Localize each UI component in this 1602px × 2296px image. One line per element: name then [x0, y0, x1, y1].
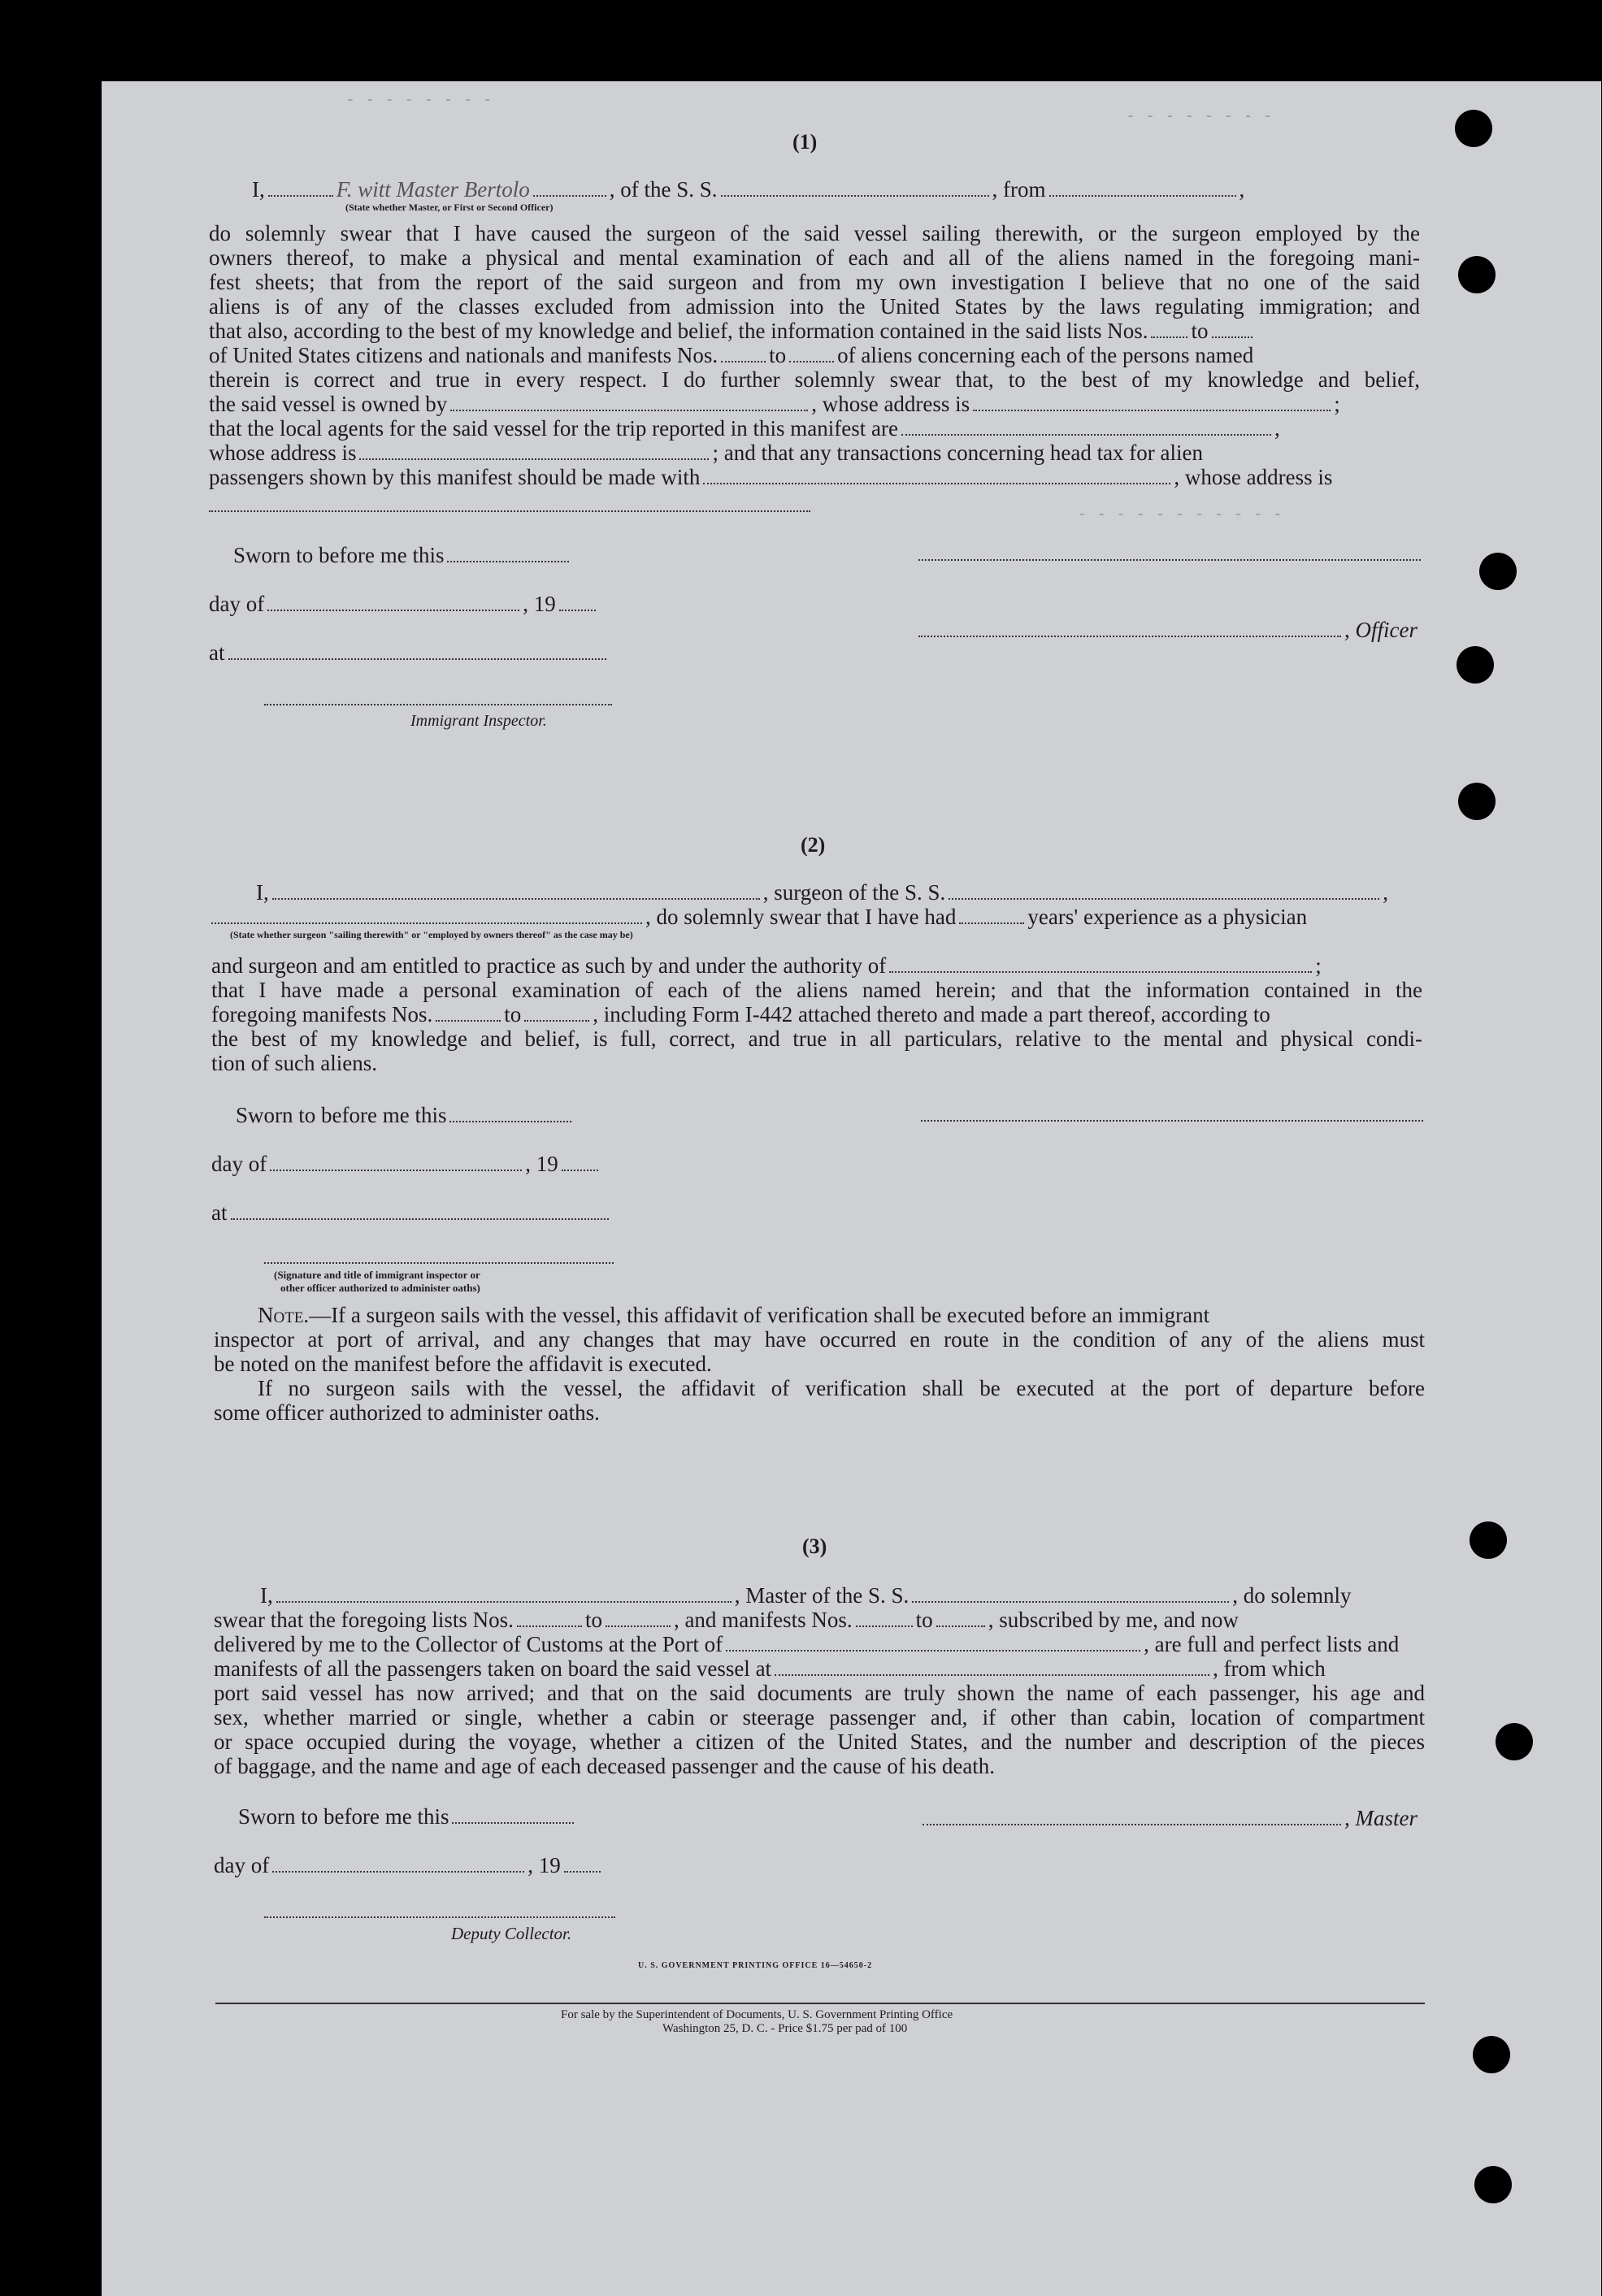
section-1-heading: (1): [792, 130, 818, 154]
punch-hole: [1473, 2036, 1510, 2073]
punch-hole: [1458, 783, 1496, 820]
s1-inspector-line: [264, 704, 612, 705]
s1-paragraph-line: therein is correct and true in every respect. I do further solemnly swear that, to the best of my knowledge and belief,: [209, 367, 1420, 392]
s1-inspector-label: Immigrant Inspector.: [410, 712, 547, 730]
s2-inspector-line: [264, 1262, 614, 1264]
s2-paragraph-line: and surgeon and am entitled to practice as such by and under the authority of ;: [211, 953, 1322, 978]
s1-paragraph-line: the said vessel is owned by , whose address is ;: [209, 392, 1340, 416]
s2-note-line: inspector at port of arrival, and any changes that may have occurred en route in the condition of any of the aliens must: [214, 1327, 1425, 1352]
punch-hole: [1457, 646, 1494, 684]
s2-caption: (State whether surgeon "sailing therewith" or "employed by owners thereof" as the case may be): [230, 929, 633, 940]
s2-note-line: Note.—If a surgeon sails with the vessel, this affidavit of verification shall be executed before an immigrant: [258, 1303, 1210, 1327]
s3-collector-label: Deputy Collector.: [451, 1924, 572, 1943]
s2-sig-caption-2: other officer authorized to administer oaths): [280, 1282, 480, 1294]
s1-officer-line: , Officer: [918, 618, 1417, 642]
punch-hole: [1474, 2166, 1512, 2203]
section-3-heading: (3): [802, 1534, 827, 1558]
s1-line-1: I, F. witt Master Bertolo , of the S. S. , from ,: [252, 177, 1245, 202]
s3-paragraph-line: sex, whether married or single, whether a cabin or steerage passenger and, if other than cabin, location of compartment: [214, 1705, 1425, 1730]
s1-paragraph-line: owners thereof, to make a physical and mental examination of each and all of the aliens named in the foregoing mani-: [209, 245, 1420, 270]
s2-at: at: [211, 1200, 612, 1225]
s3-paragraph-line: port said vessel has now arrived; and that on the said documents are truly shown the name of each passenger, his age and: [214, 1681, 1425, 1705]
punch-hole: [1458, 256, 1496, 293]
bleed-through-text: - - - - - - - -: [1126, 106, 1273, 125]
s1-paragraph-line: fest sheets; that from the report of the said surgeon and from my own investigation I believe that no one of the said: [209, 270, 1420, 294]
s1-at: at: [209, 640, 610, 665]
s1-sworn: Sworn to before me this: [233, 543, 572, 567]
s1-paragraph-line: that the local agents for the said vessel for the trip reported in this manifest are ,: [209, 416, 1280, 441]
s3-collector-line: [264, 1916, 615, 1918]
s3-line-4: manifests of all the passengers taken on board the said vessel at , from which: [214, 1656, 1326, 1681]
s2-paragraph-line: tion of such aliens.: [211, 1051, 377, 1075]
s3-line-2: swear that the foregoing lists Nos. to , and manifests Nos. to , subscribed by me, and now: [214, 1608, 1239, 1632]
s3-paragraph-line: or space occupied during the voyage, whether a citizen of the United States, and the number and description of the pieces: [214, 1730, 1425, 1754]
s2-note2-line: If no surgeon sails with the vessel, the affidavit of verification shall be executed at the port of departure before: [258, 1376, 1425, 1400]
s2-signature-line: [921, 1120, 1423, 1122]
s3-day-of: day of , 19: [214, 1853, 604, 1877]
form-sheet: [102, 81, 1601, 2296]
punch-hole: [1496, 1723, 1533, 1760]
s1-paragraph-line: of United States citizens and nationals and manifests Nos. to of aliens concerning each of the persons named: [209, 343, 1254, 367]
s1-paragraph-line: aliens is of any of the classes excluded from admission into the United States by the laws regulating immigration; and: [209, 294, 1420, 319]
s2-paragraph-line: the best of my knowledge and belief, is full, correct, and true in all particulars, relative to the mental and physical condi-: [211, 1026, 1422, 1051]
s2-line-2: , do solemnly swear that I have had years' experience as a physician: [211, 905, 1307, 929]
footer-rule: [215, 2003, 1425, 2004]
s1-day-of: day of , 19: [209, 592, 599, 616]
s2-note2-line: some officer authorized to administer oaths.: [214, 1400, 600, 1425]
s2-sig-caption-1: (Signature and title of immigrant inspector or: [274, 1269, 480, 1281]
s3-paragraph-line: of baggage, and the name and age of each deceased passenger and the cause of his death.: [214, 1754, 996, 1778]
s2-line-1: I, , surgeon of the S. S. ,: [256, 880, 1389, 905]
s3-line-1: I, , Master of the S. S. , do solemnly: [260, 1583, 1352, 1608]
punch-hole: [1479, 553, 1517, 590]
s1-address-line: [209, 510, 810, 512]
s2-sworn: Sworn to before me this: [236, 1103, 575, 1127]
bleed-through-text: - - - - - - - - - - -: [1077, 504, 1283, 523]
s2-note-line: be noted on the manifest before the affidavit is executed.: [214, 1352, 712, 1376]
s3-line-3: delivered by me to the Collector of Customs at the Port of , are full and perfect lists and: [214, 1632, 1400, 1656]
gpo-imprint: U. S. GOVERNMENT PRINTING OFFICE 16—54650-2: [638, 1961, 873, 1970]
s3-master-line: , Master: [923, 1806, 1417, 1830]
s1-paragraph-line: whose address is ; and that any transactions concerning head tax for alien: [209, 441, 1204, 465]
sale-line-1: For sale by the Superintendent of Documents, U. S. Government Printing Office: [561, 2008, 953, 2021]
punch-hole: [1470, 1521, 1507, 1559]
s1-paragraph-line: passengers shown by this manifest should be made with , whose address is: [209, 465, 1333, 489]
s1-signature-line: [918, 559, 1421, 561]
s3-sworn: Sworn to before me this: [238, 1804, 577, 1829]
bleed-through-text: - - - - - - - -: [345, 89, 493, 109]
handwriting: F. witt Master Bertolo: [336, 177, 530, 202]
punch-hole: [1455, 110, 1492, 147]
section-2-heading: (2): [801, 833, 826, 857]
s1-paragraph-line: that also, according to the best of my knowledge and belief, the information contained in the said lists Nos. to: [209, 319, 1256, 343]
s2-day-of: day of , 19: [211, 1152, 601, 1176]
s2-paragraph-line: that I have made a personal examination of each of the aliens named herein; and that the information contained in the: [211, 978, 1422, 1002]
s2-paragraph-line: foregoing manifests Nos. to , including Form I-442 attached thereto and made a part thereof, according to: [211, 1002, 1270, 1026]
sale-line-2: Washington 25, D. C. - Price $1.75 per pad of 100: [662, 2022, 908, 2035]
s1-paragraph-line: do solemnly swear that I have caused the surgeon of the said vessel sailing therewith, or the surgeon employed by the: [209, 221, 1420, 245]
s1-caption: (State whether Master, or First or Second Officer): [345, 202, 554, 213]
